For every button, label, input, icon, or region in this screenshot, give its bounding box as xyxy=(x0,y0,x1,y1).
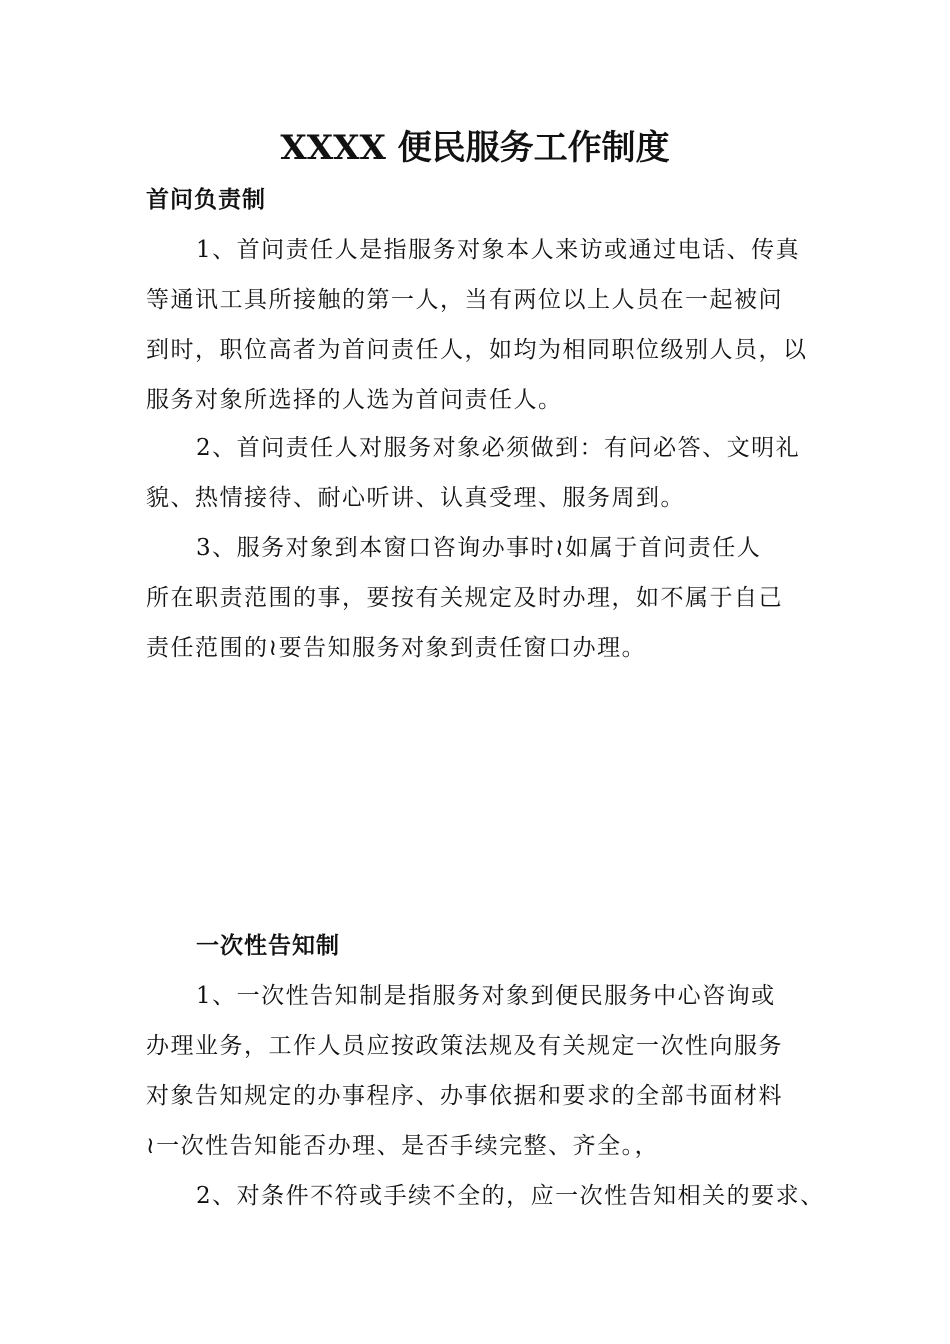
section-heading-one-time-notice: 一次性告知制 xyxy=(196,932,340,959)
paragraph-line: 对象告知规定的办事程序、办事依据和要求的全部书面材料 xyxy=(146,1083,783,1109)
document-title: XXXX 便民服务工作制度 xyxy=(280,128,670,168)
paragraph-line: 1、首问责任人是指服务对象本人来访或通过电话、传真 xyxy=(196,237,801,263)
paragraph-line: ≀一次性告知能否办理、是否手续完整、齐全。， xyxy=(146,1133,660,1159)
paragraph-line: 3、服务对象到本窗口咨询办事时≀如属于首问责任人 xyxy=(196,535,762,561)
paragraph-line: 到时，职位高者为首问责任人，如均为相同职位级别人员，以 xyxy=(146,337,808,363)
paragraph-line: 办理业务，工作人员应按政策法规及有关规定一次性向服务 xyxy=(146,1033,783,1059)
paragraph-line: 等通讯工具所接触的第一人，当有两位以上人员在一起被问 xyxy=(146,287,783,313)
paragraph-line: 1、一次性告知制是指服务对象到便民服务中心咨询或 xyxy=(196,983,776,1009)
paragraph-line: 2、对条件不符或手续不全的，应一次性告知相关的要求、 xyxy=(196,1183,825,1209)
paragraph-line: 服务对象所选择的人选为首问责任人。 xyxy=(146,387,563,413)
paragraph-line: 2、首问责任人对服务对象必须做到：有问必答、文明礼 xyxy=(196,435,801,461)
paragraph-line: 所在职责范围的事，要按有关规定及时办理，如不属于自己 xyxy=(146,585,783,611)
paragraph-line: 貌、热情接待、耐心听讲、认真受理、服务周到。 xyxy=(146,485,685,511)
section-heading-first-inquiry: 首问负责制 xyxy=(146,186,266,213)
paragraph-line: 责任范围的≀要告知服务对象到责任窗口办理。 xyxy=(146,635,647,661)
